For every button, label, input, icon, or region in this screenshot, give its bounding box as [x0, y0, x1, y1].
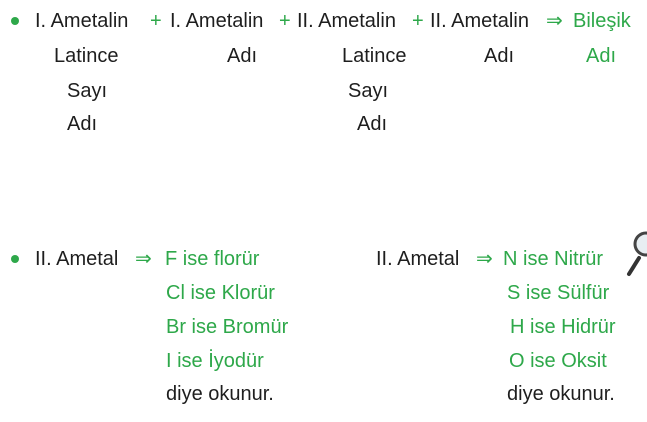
bullet-dot-icon [11, 17, 19, 25]
formula-sublabel-sayi-1: Sayı [67, 80, 108, 102]
formula-plus-1: + [150, 10, 162, 32]
formula-sublabel-latince-2: Latince [342, 45, 407, 67]
magnifier-icon [626, 230, 647, 278]
formula-sublabel-sayi-2: Sayı [348, 80, 389, 102]
formula-plus-3: + [412, 10, 424, 32]
formula-part-4: II. Ametalin [430, 10, 529, 32]
right-rule-footer: diye okunur. [507, 383, 615, 405]
formula-sublabel-adi-4: Adı [357, 113, 388, 135]
left-rule-footer: diye okunur. [166, 383, 274, 405]
formula-part-3: II. Ametalin [297, 10, 396, 32]
bullet-dot-icon [11, 255, 19, 263]
left-rule-item: Br ise Bromür [166, 316, 289, 338]
formula-result: Bileşik [573, 10, 631, 32]
right-rule-item: S ise Sülfür [507, 282, 610, 304]
formula-plus-2: + [279, 10, 291, 32]
left-rule-item: I ise İyodür [166, 350, 264, 372]
left-rule-item: Cl ise Klorür [166, 282, 275, 304]
formula-sublabel-adi-3: Adı [67, 113, 98, 135]
right-rule-head: II. Ametal [376, 248, 460, 270]
formula-part-2: I. Ametalin [170, 10, 264, 32]
right-rule-arrow: ⇒ [476, 248, 493, 270]
formula-part-1: I. Ametalin [35, 10, 129, 32]
left-rule-item: F ise florür [165, 248, 260, 270]
left-rule-head: II. Ametal [35, 248, 119, 270]
formula-arrow: ⇒ [546, 10, 563, 32]
right-rule-item: O ise Oksit [509, 350, 607, 372]
formula-sublabel-adi-result: Adı [586, 45, 617, 67]
formula-sublabel-adi-2: Adı [484, 45, 515, 67]
left-rule-arrow: ⇒ [135, 248, 152, 270]
formula-sublabel-latince-1: Latince [54, 45, 119, 67]
formula-sublabel-adi-1: Adı [227, 45, 258, 67]
right-rule-item: H ise Hidrür [510, 316, 616, 338]
right-rule-item: N ise Nitrür [503, 248, 604, 270]
